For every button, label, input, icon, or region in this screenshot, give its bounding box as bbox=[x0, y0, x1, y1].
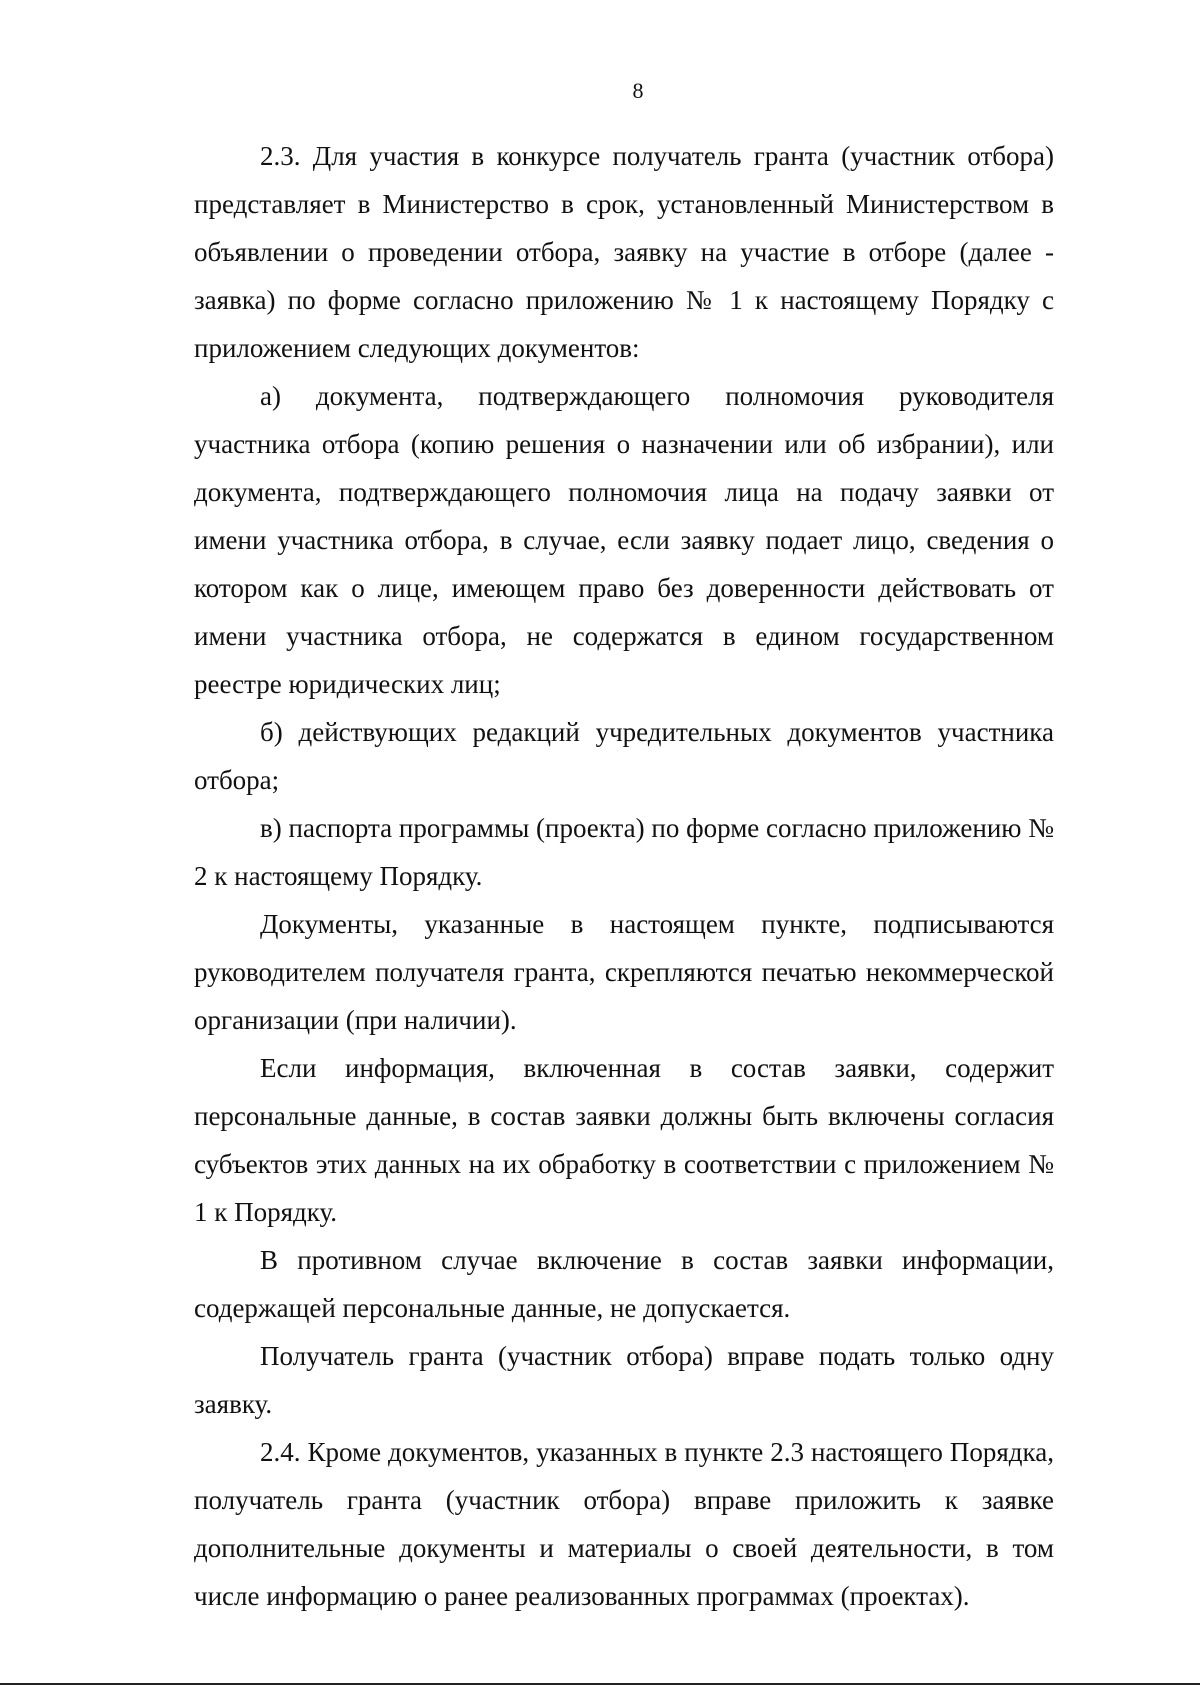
document-body bbox=[194, 132, 1054, 1620]
paragraph-one-application: Получатель гранта (участник отбора) вправе подать только одну заявку. bbox=[194, 1341, 1054, 1419]
paragraph-2-3: 2.3. Для участия в конкурсе получатель гранта (участник отбора) представляет в Министерство в срок, установленный Министерством в объявлении о проведении отбора, заявку на участие в отборе (далее - заявка) по форме согласно приложению № 1 к настоящему Порядку с приложением следующих документов: bbox=[194, 141, 1054, 363]
paragraph-otherwise: В противном случае включение в состав заявки информации, содержащей персональные данные, не допускается. bbox=[194, 1245, 1054, 1323]
page-number: 8 bbox=[632, 78, 644, 103]
paragraph-2-4: 2.4. Кроме документов, указанных в пункте 2.3 настоящего Порядка, получатель гранта (участник отбора) вправе приложить к заявке дополнительные документы и материалы о своей деятельности, в том числе информацию о ранее реализованных программах (проектах). bbox=[194, 1437, 1054, 1611]
paragraph-item-b: б) действующих редакций учредительных документов участника отбора; bbox=[194, 717, 1054, 795]
paragraph-item-a: а) документа, подтверждающего полномочия руководителя участника отбора (копию решения о назначении или об избрании), или документа, подтверждающего полномочия лица на подачу заявки от имени участника отбора, в случае, если заявку подает лицо, сведения о котором как о лице, имеющем право без доверенности действовать от имени участника отбора, не содержатся в едином государственном реестре юридических лиц; bbox=[194, 381, 1054, 699]
bottom-divider bbox=[0, 1683, 1200, 1685]
paragraph-item-v: в) паспорта программы (проекта) по форме согласно приложению № 2 к настоящему Порядку. bbox=[194, 813, 1054, 891]
paragraph-documents-signed: Документы, указанные в настоящем пункте, подписываются руководителем получателя гранта, скрепляются печатью некоммерческой организации (при наличии). bbox=[194, 909, 1054, 1035]
paragraph-personal-data: Если информация, включенная в состав заявки, содержит персональные данные, в состав заявки должны быть включены согласия субъектов этих данных на их обработку в соответствии с приложением № 1 к Порядку. bbox=[194, 1053, 1054, 1227]
